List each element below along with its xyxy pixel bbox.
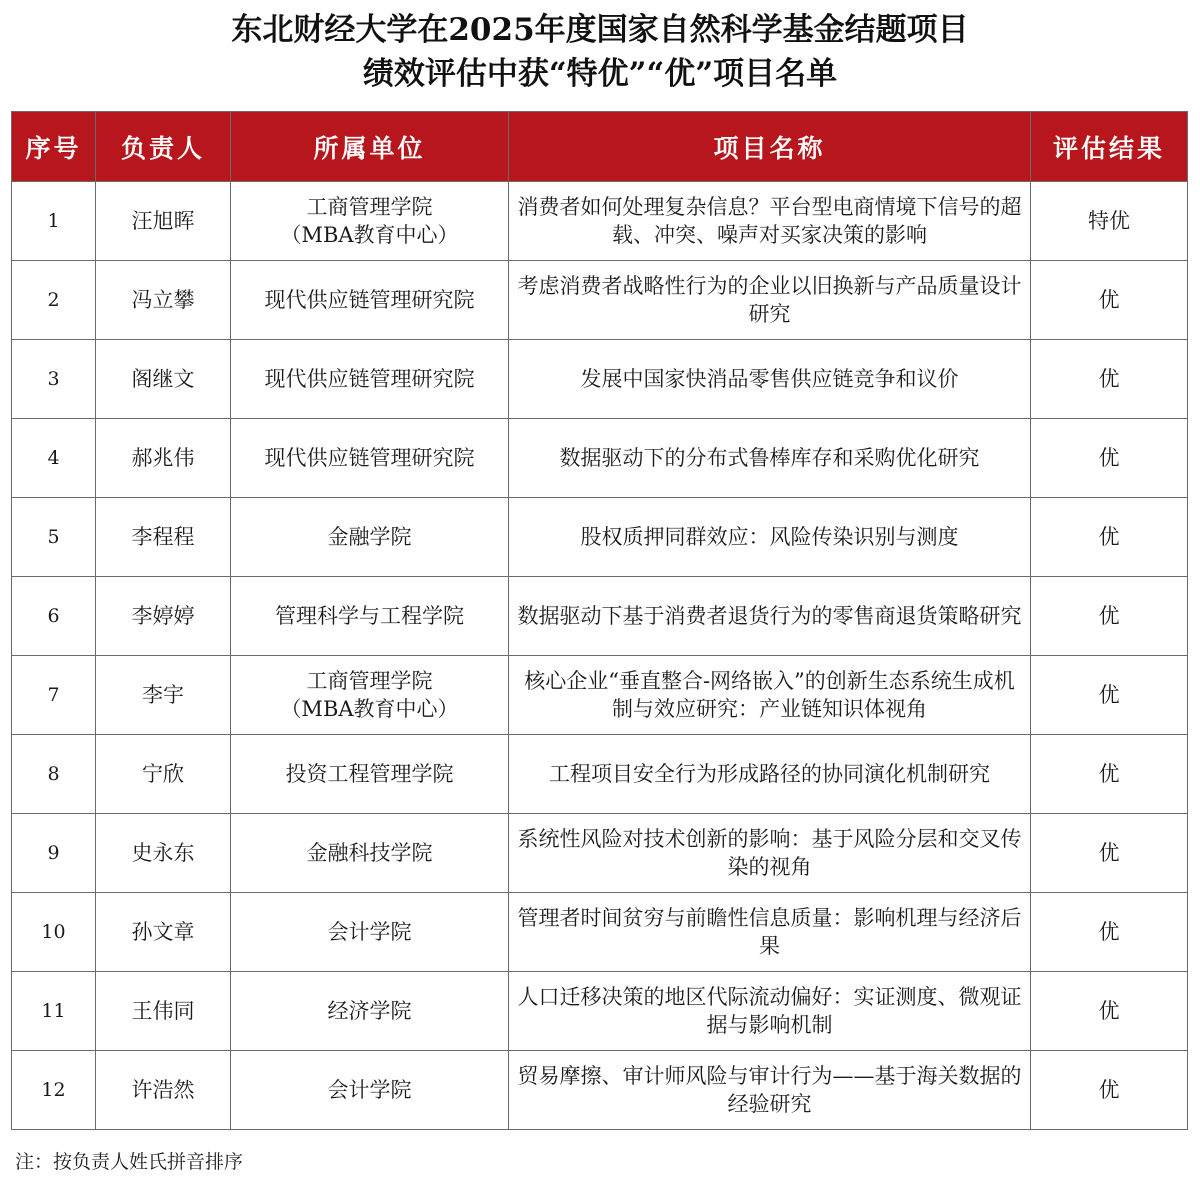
row-project: 数据驱动下基于消费者退货行为的零售商退货策略研究 [509, 577, 1031, 656]
header-index: 序号 [12, 112, 96, 182]
row-project: 人口迁移决策的地区代际流动偏好：实证测度、微观证据与影响机制 [509, 972, 1031, 1051]
row-leader: 许浩然 [96, 1051, 231, 1130]
row-leader: 李宇 [96, 656, 231, 735]
row-result: 优 [1031, 261, 1188, 340]
results-table [11, 111, 1188, 1130]
table-row [12, 498, 1188, 577]
row-project: 发展中国家快消品零售供应链竞争和议价 [509, 340, 1031, 419]
table-row [12, 1051, 1188, 1130]
row-unit-line: 会计学院 [327, 1078, 412, 1102]
row-index: 1 [12, 182, 96, 261]
table-row [12, 972, 1188, 1051]
row-project: 考虑消费者战略性行为的企业以旧换新与产品质量设计研究 [509, 261, 1031, 340]
row-index: 2 [12, 261, 96, 340]
table-row [12, 656, 1188, 735]
row-result: 优 [1031, 972, 1188, 1051]
row-result: 优 [1031, 577, 1188, 656]
title-line-1: 东北财经大学在2025年度国家自然科学基金结题项目 [231, 12, 969, 48]
row-result: 优 [1031, 735, 1188, 814]
row-leader: 王伟同 [96, 972, 231, 1051]
row-leader: 郝兆伟 [96, 419, 231, 498]
row-project: 核心企业“垂直整合-网络嵌入”的创新生态系统生成机制与效应研究：产业链知识体视角 [509, 656, 1031, 735]
row-leader: 汪旭晖 [96, 182, 231, 261]
row-unit [231, 261, 509, 340]
table-row [12, 419, 1188, 498]
row-result: 优 [1031, 1051, 1188, 1130]
row-unit-line: 会计学院 [327, 920, 412, 944]
row-index: 6 [12, 577, 96, 656]
header-result: 评估结果 [1031, 112, 1188, 182]
table-row [12, 735, 1188, 814]
row-unit-line: 管理科学与工程学院 [275, 604, 464, 628]
row-unit-line: 现代供应链管理研究院 [264, 446, 475, 470]
row-result: 优 [1031, 498, 1188, 577]
row-result: 优 [1031, 893, 1188, 972]
footnote: 注：按负责人姓氏拼音排序 [15, 1151, 244, 1173]
row-unit-line: 经济学院 [327, 999, 412, 1023]
row-unit [231, 419, 509, 498]
row-result: 优 [1031, 340, 1188, 419]
row-unit-line: （MBA教育中心） [280, 223, 459, 247]
row-leader: 李程程 [96, 498, 231, 577]
row-result: 优 [1031, 814, 1188, 893]
row-unit-line: 现代供应链管理研究院 [264, 288, 475, 312]
row-unit-line: 工商管理学院 [306, 195, 433, 219]
row-unit [231, 340, 509, 419]
table-row [12, 340, 1188, 419]
row-leader: 宁欣 [96, 735, 231, 814]
row-unit-line: 投资工程管理学院 [285, 762, 454, 786]
row-index: 12 [12, 1051, 96, 1130]
row-unit [231, 1051, 509, 1130]
row-result: 优 [1031, 656, 1188, 735]
table-body [12, 182, 1188, 1130]
row-project: 消费者如何处理复杂信息？平台型电商情境下信号的超载、冲突、噪声对买家决策的影响 [509, 182, 1031, 261]
row-unit-line: 现代供应链管理研究院 [264, 367, 475, 391]
row-leader: 阁继文 [96, 340, 231, 419]
row-unit [231, 893, 509, 972]
row-index: 4 [12, 419, 96, 498]
document-title [0, 8, 1200, 96]
row-project: 系统性风险对技术创新的影响：基于风险分层和交叉传染的视角 [509, 814, 1031, 893]
row-leader: 冯立攀 [96, 261, 231, 340]
row-index: 11 [12, 972, 96, 1051]
row-project: 贸易摩擦、审计师风险与审计行为——基于海关数据的经验研究 [509, 1051, 1031, 1130]
table-row [12, 814, 1188, 893]
row-project: 工程项目安全行为形成路径的协同演化机制研究 [509, 735, 1031, 814]
row-unit-line: （MBA教育中心） [280, 697, 459, 721]
row-unit [231, 972, 509, 1051]
table-row [12, 182, 1188, 261]
row-project: 管理者时间贫穷与前瞻性信息质量：影响机理与经济后果 [509, 893, 1031, 972]
row-leader: 史永东 [96, 814, 231, 893]
row-project: 数据驱动下的分布式鲁棒库存和采购优化研究 [509, 419, 1031, 498]
row-unit [231, 182, 509, 261]
row-result: 特优 [1031, 182, 1188, 261]
row-unit [231, 577, 509, 656]
row-unit [231, 656, 509, 735]
row-unit-line: 金融科技学院 [306, 841, 433, 865]
row-leader: 李婷婷 [96, 577, 231, 656]
row-unit [231, 814, 509, 893]
row-index: 10 [12, 893, 96, 972]
row-leader: 孙文章 [96, 893, 231, 972]
table-row [12, 261, 1188, 340]
header-project: 项目名称 [509, 112, 1031, 182]
row-unit [231, 735, 509, 814]
row-index: 9 [12, 814, 96, 893]
row-index: 3 [12, 340, 96, 419]
row-unit-line: 金融学院 [327, 525, 412, 549]
header-unit: 所属单位 [231, 112, 509, 182]
header-leader: 负责人 [96, 112, 231, 182]
row-unit-line: 工商管理学院 [306, 669, 433, 693]
row-unit [231, 498, 509, 577]
table-row [12, 577, 1188, 656]
table-row [12, 893, 1188, 972]
row-index: 8 [12, 735, 96, 814]
row-index: 7 [12, 656, 96, 735]
row-result: 优 [1031, 419, 1188, 498]
table-header-row [12, 112, 1188, 182]
row-project: 股权质押同群效应：风险传染识别与测度 [509, 498, 1031, 577]
row-index: 5 [12, 498, 96, 577]
title-line-2: 绩效评估中获“特优”“优”项目名单 [362, 56, 838, 92]
